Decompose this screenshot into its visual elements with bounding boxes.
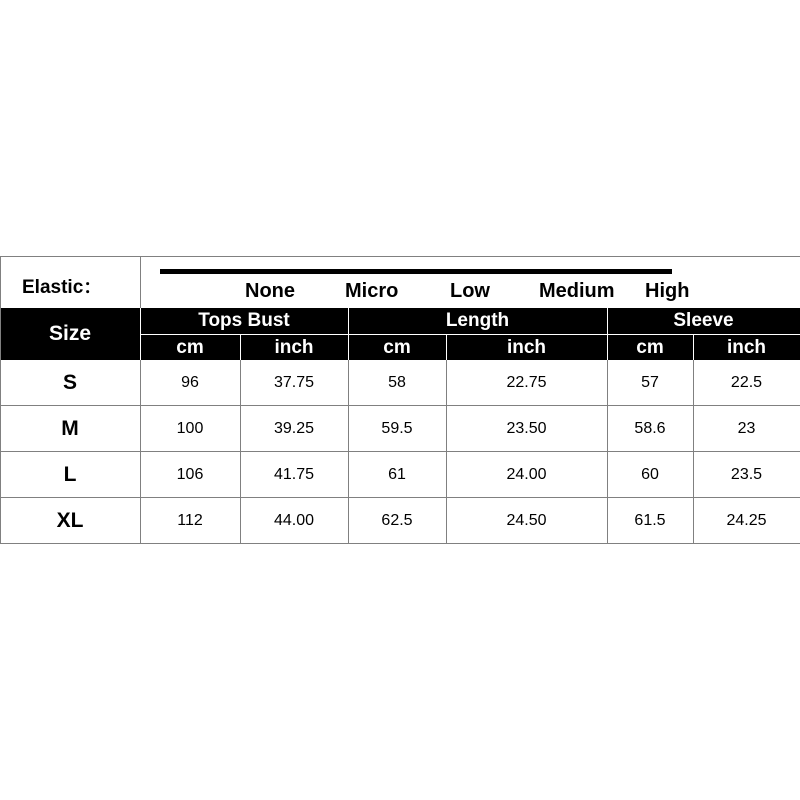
value-cell: 23.50	[506, 419, 547, 437]
value-cell: 24.25	[726, 511, 767, 529]
unit-header: inch	[274, 336, 314, 358]
size-cell: L	[63, 462, 77, 486]
size-chart	[0, 256, 800, 544]
elastic-level-high: High	[645, 280, 690, 302]
value-cell: 57	[641, 373, 659, 391]
table-border	[0, 256, 800, 257]
size-cell: M	[61, 416, 79, 440]
value-cell: 61	[388, 465, 406, 483]
size-cell: S	[62, 370, 77, 394]
group-header-sleeve: Sleeve	[673, 310, 734, 331]
group-header-length: Length	[445, 310, 510, 331]
value-cell: 58	[388, 373, 406, 391]
size-header: Size	[48, 322, 92, 345]
value-cell: 59.5	[381, 419, 413, 437]
value-cell: 60	[641, 465, 659, 483]
group-header-tops-bust: Tops Bust	[198, 310, 290, 331]
value-cell: 62.5	[381, 511, 413, 529]
table-border	[140, 256, 141, 308]
unit-header: inch	[726, 336, 767, 358]
value-cell: 96	[181, 373, 199, 391]
value-cell: 106	[176, 465, 204, 483]
unit-header: cm	[176, 336, 204, 358]
value-cell: 39.25	[273, 419, 315, 437]
elastic-level-micro: Micro	[345, 280, 399, 302]
value-cell: 24.50	[506, 511, 547, 529]
value-cell: 41.75	[273, 465, 315, 483]
elastic-scale-bar	[160, 269, 672, 274]
value-cell: 112	[177, 511, 203, 529]
value-cell: 61.5	[634, 511, 666, 529]
value-cell: 100	[176, 419, 204, 437]
table-border	[0, 543, 800, 544]
value-cell: 22.75	[506, 373, 547, 391]
elastic-label: Elastic：	[22, 277, 103, 298]
value-cell: 22.5	[730, 373, 763, 391]
unit-header: inch	[506, 336, 547, 358]
value-cell: 37.75	[273, 373, 315, 391]
value-cell: 24.00	[506, 465, 547, 483]
unit-header: cm	[383, 336, 411, 358]
elastic-level-medium: Medium	[539, 280, 615, 302]
value-cell: 44.00	[273, 511, 315, 529]
elastic-level-low: Low	[450, 280, 490, 302]
value-cell: 58.6	[634, 419, 666, 437]
value-cell: 23	[737, 419, 756, 437]
elastic-level-none: None	[245, 280, 295, 302]
unit-header: cm	[636, 336, 664, 358]
value-cell: 23.5	[730, 465, 763, 483]
size-cell: XL	[56, 508, 84, 532]
